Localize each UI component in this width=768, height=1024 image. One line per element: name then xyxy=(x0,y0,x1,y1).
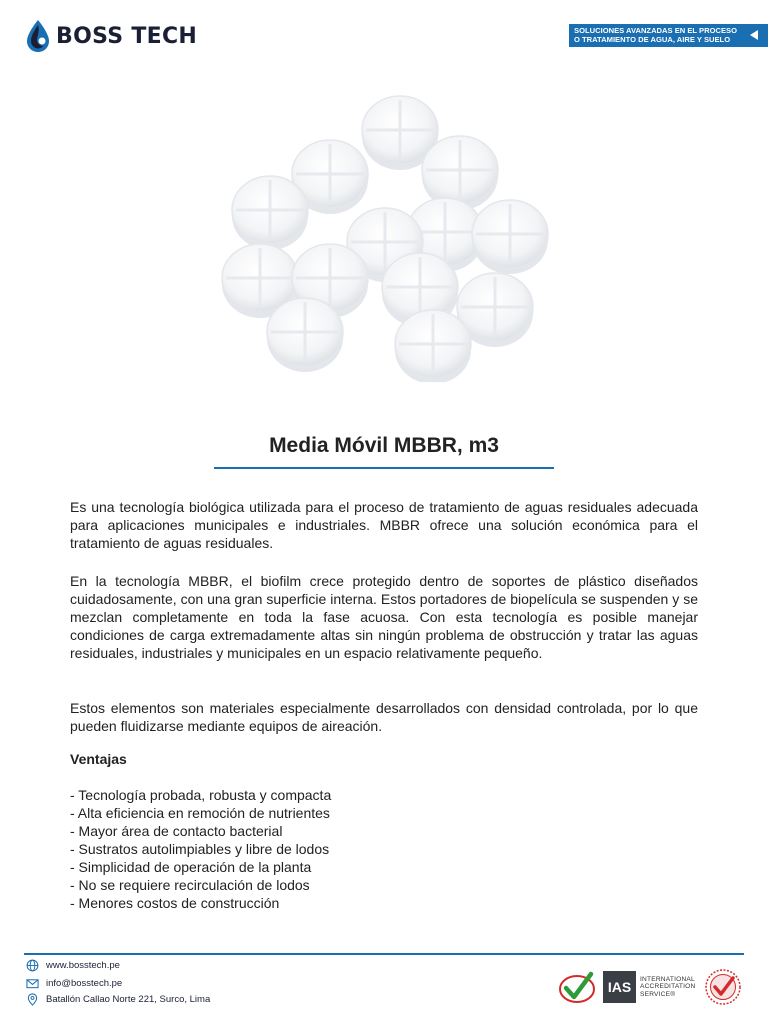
advantages-heading: Ventajas xyxy=(70,751,127,767)
brand-name: BOSS TECH xyxy=(56,23,198,49)
address-text: Batallón Callao Norte 221, Surco, Lima xyxy=(46,994,211,1005)
ias-label-line: INTERNATIONAL xyxy=(640,975,695,983)
ias-label xyxy=(640,976,695,998)
ias-label-line: ACCREDITATION xyxy=(640,983,696,991)
footer-address xyxy=(26,993,210,1006)
logo-drop-icon xyxy=(24,19,52,53)
footer-divider xyxy=(24,953,744,955)
tagline-line-1: SOLUCIONES AVANZADAS EN EL PROCESO xyxy=(574,26,738,35)
list-item: - Simplicidad de operación de la planta xyxy=(70,859,312,875)
list-item: - Mayor área de contacto bacterial xyxy=(70,823,283,839)
footer-email[interactable] xyxy=(26,977,122,990)
list-item: - Sustratos autolimpiables y libre de lodos xyxy=(70,841,330,857)
title-underline xyxy=(214,467,554,469)
mail-icon xyxy=(26,977,39,990)
ias-label-line: SERVICE® xyxy=(640,990,676,998)
certification-seal-icon xyxy=(704,968,742,1006)
website-link[interactable]: www.bosstech.pe xyxy=(46,960,120,971)
tagline-line-2: O TRATAMIENTO DE AGUA, AIRE Y SUELO xyxy=(574,35,731,45)
ias-mark: IAS xyxy=(603,971,636,1003)
ias-accreditation-logo xyxy=(603,971,695,1003)
page-title: Media Móvil MBBR, m3 xyxy=(269,434,499,457)
arrow-left-icon xyxy=(750,30,758,40)
brand-logo[interactable] xyxy=(24,18,197,54)
globe-icon xyxy=(26,959,39,972)
list-item: - Tecnología probada, robusta y compacta xyxy=(70,787,332,803)
footer-website[interactable] xyxy=(26,959,120,972)
list-item: - Menores costos de construcción xyxy=(70,895,280,911)
paragraph-technology: En la tecnología MBBR, el biofilm crece protegido dentro de soportes de plástico diseñados cuidadosamente, con una gran superficie interna. Estos portadores de biopelícula se suspenden y se mezclan completamente en toda la fase acuosa. Con esta tecnología es posible manejar condiciones de carga extremadamente altas sin ningún problema de obstrucción y tratar las aguas residuales, industriales y municipales en un espacio relativamente pequeño. xyxy=(70,573,698,661)
paragraph-intro: Es una tecnología biológica utilizada para el proceso de tratamiento de aguas residuales adecuada para aplicaciones municipales e industriales. MBBR ofrece una solución económica para el tratamiento de aguas residuales. xyxy=(70,499,698,551)
header-tagline-banner xyxy=(569,24,768,47)
email-link[interactable]: info@bosstech.pe xyxy=(46,978,123,989)
advantages-list xyxy=(70,786,331,912)
checkmark-badge-icon xyxy=(557,970,597,1004)
paragraph-materials: Estos elementos son materiales especialmente desarrollados con densidad controlada, por lo que pueden fluidizarse mediante equipos de aireación. xyxy=(70,700,698,734)
location-pin-icon xyxy=(26,993,39,1006)
list-item: - No se requiere recirculación de lodos xyxy=(70,877,310,893)
list-item: - Alta eficiencia en remoción de nutrientes xyxy=(70,805,330,821)
product-image-mbbr-media xyxy=(205,82,565,382)
